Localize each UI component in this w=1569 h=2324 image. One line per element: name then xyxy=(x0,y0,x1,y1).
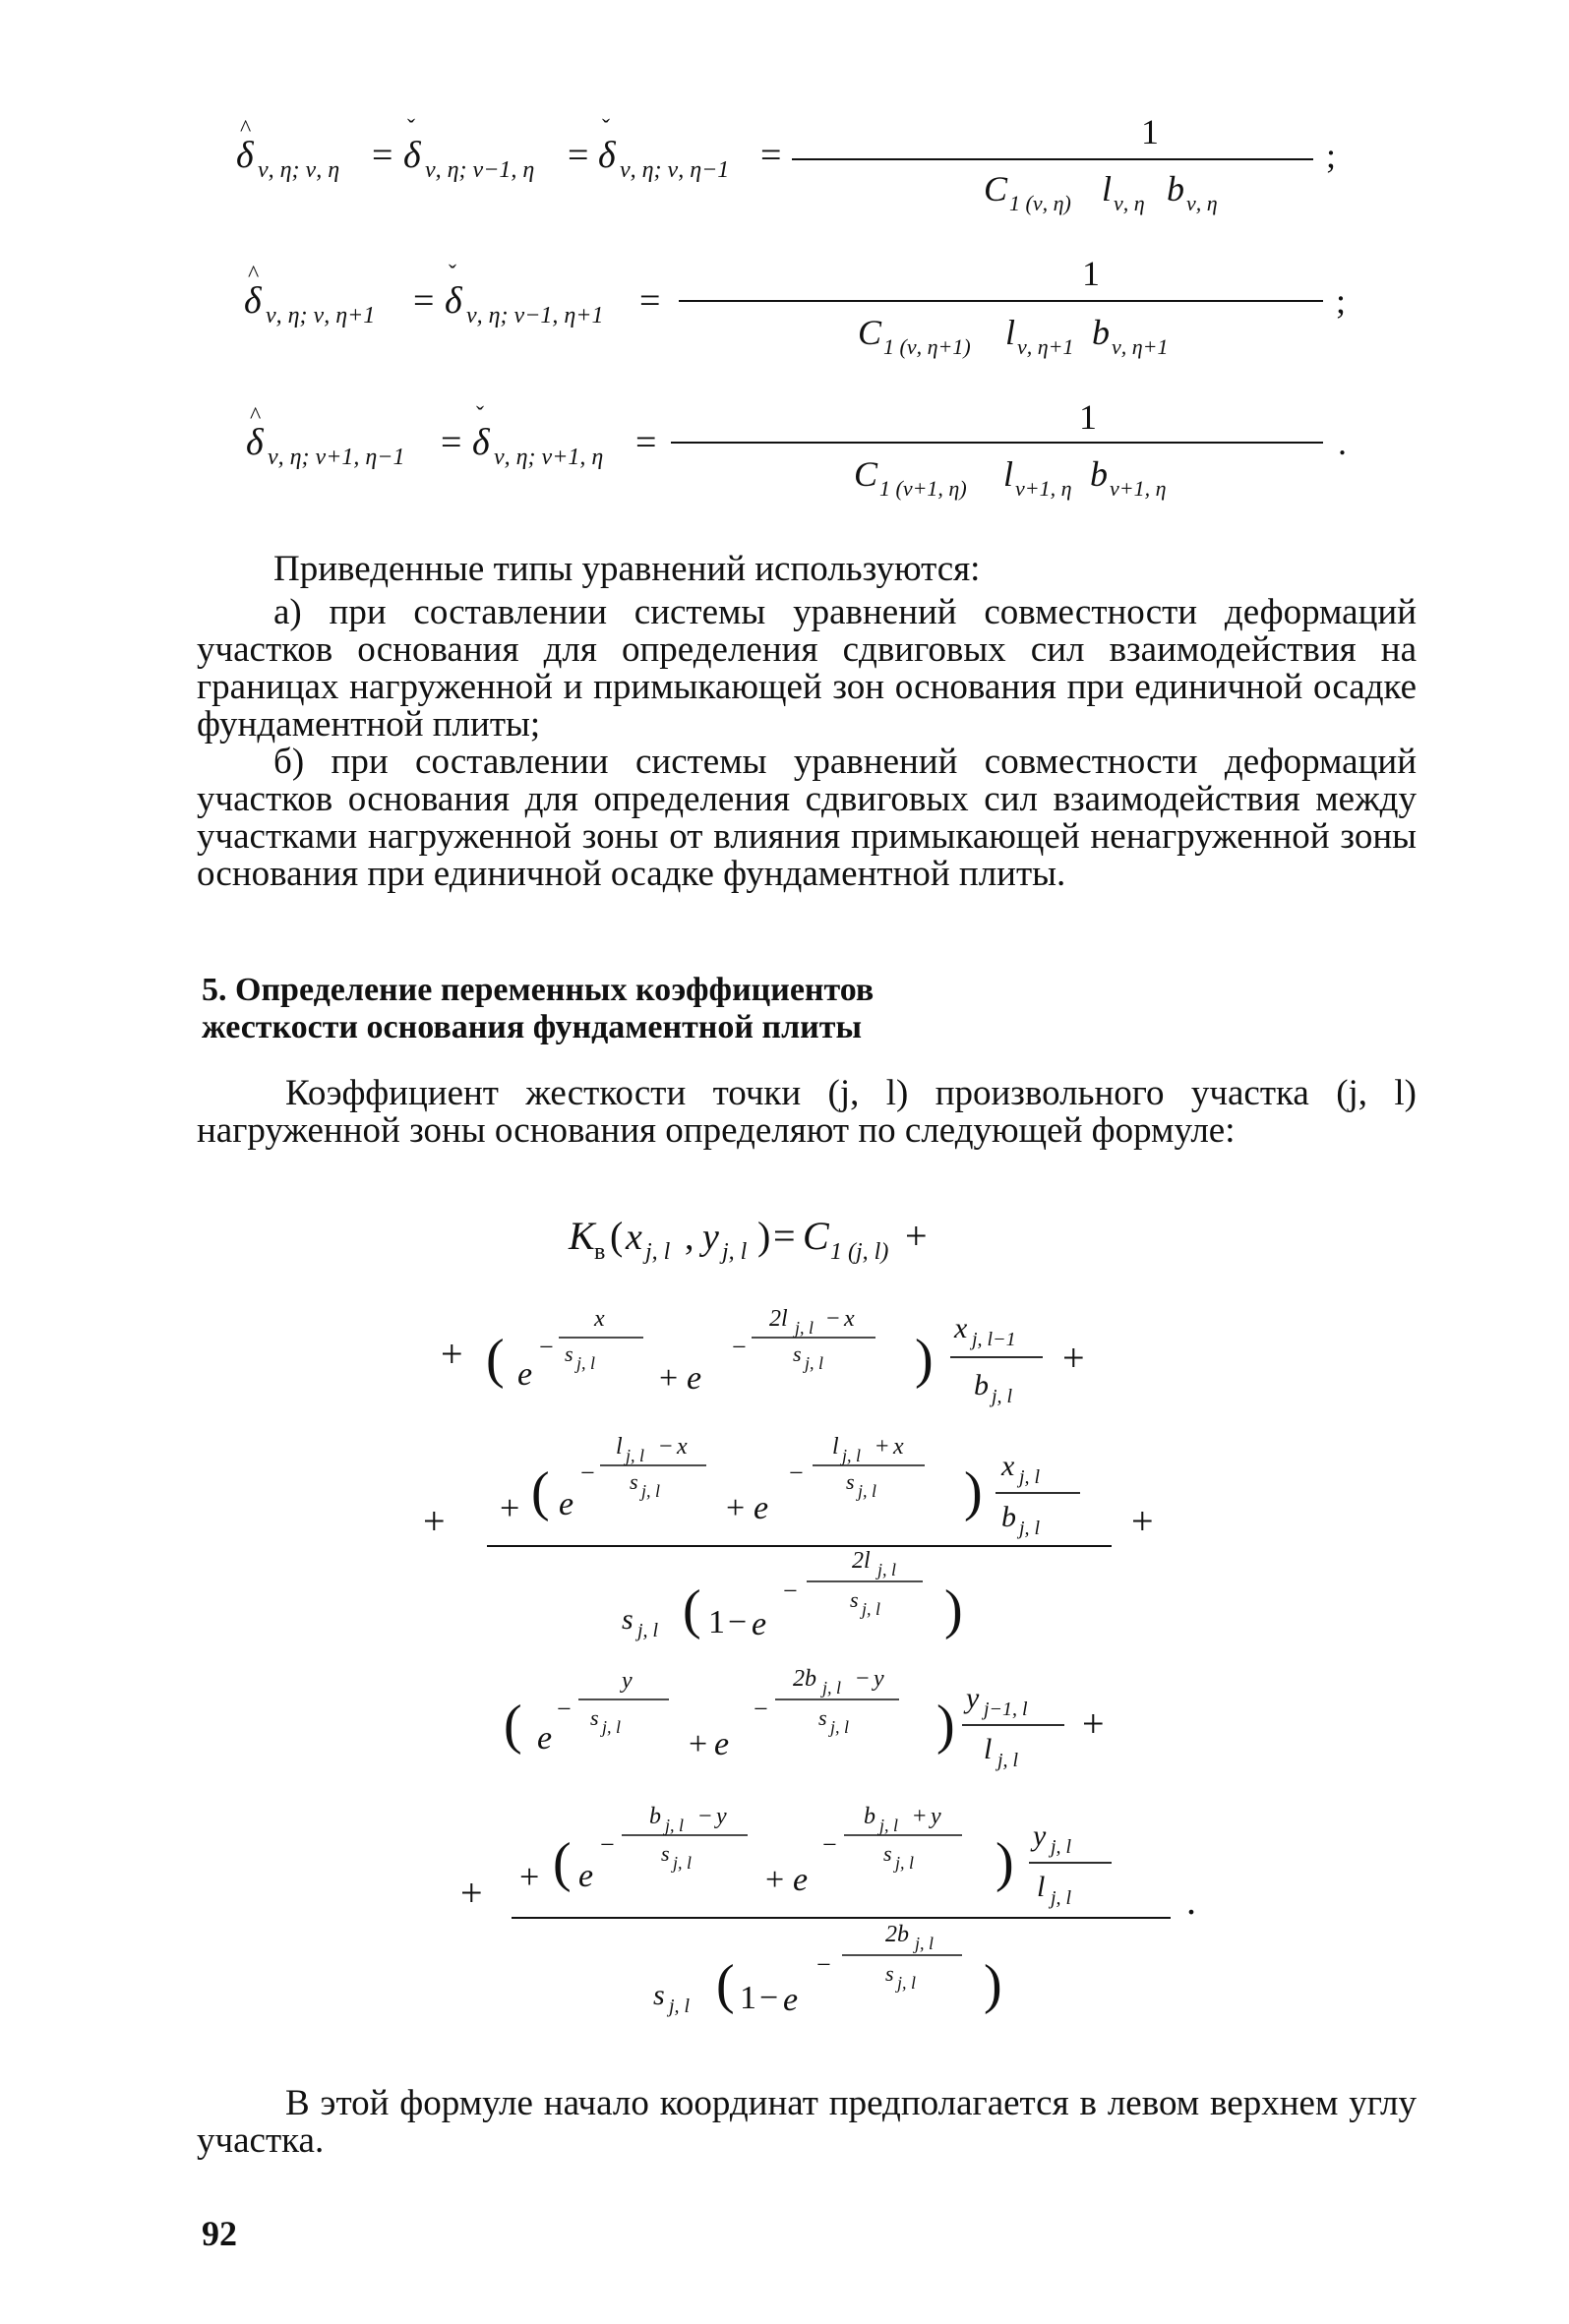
svg-text:): ) xyxy=(996,1832,1014,1893)
svg-text:b: b xyxy=(864,1804,875,1829)
formula-row-2 xyxy=(441,1306,1085,1407)
svg-text:x: x xyxy=(954,1312,968,1344)
section-title-line-1: 5. Определение переменных коэффициентов xyxy=(202,972,875,1008)
svg-text:+: + xyxy=(765,1862,785,1898)
svg-text:l: l xyxy=(1003,454,1014,494)
svg-text:−: − xyxy=(783,1577,798,1605)
svg-text:(: ( xyxy=(504,1695,522,1756)
svg-text:2b: 2b xyxy=(793,1666,816,1692)
svg-text:j, l−1: j, l−1 xyxy=(972,1329,1016,1350)
svg-text:ν, η+1: ν, η+1 xyxy=(1017,334,1074,359)
svg-text:s: s xyxy=(883,1841,892,1866)
svg-text:x: x xyxy=(1001,1450,1015,1482)
svg-text:в: в xyxy=(594,1239,606,1265)
svg-text:y: y xyxy=(716,1804,727,1829)
svg-text:e: e xyxy=(537,1720,553,1757)
svg-text:(: ( xyxy=(716,1954,735,2015)
svg-text:ν+1, η: ν+1, η xyxy=(1015,476,1072,501)
equation-1 xyxy=(236,112,1336,215)
svg-text:ν, η; ν−1, η: ν, η; ν−1, η xyxy=(425,157,535,183)
svg-text:C: C xyxy=(858,313,882,352)
intro-lead: Приведенные типы уравнений используются: xyxy=(273,549,981,589)
svg-text:j, l: j, l xyxy=(997,1750,1019,1771)
svg-text:j, l: j, l xyxy=(1051,1836,1072,1858)
svg-text:e: e xyxy=(559,1486,574,1522)
svg-text:ˇ: ˇ xyxy=(476,403,484,429)
svg-text:e: e xyxy=(793,1862,809,1898)
svg-text:b: b xyxy=(1090,454,1108,494)
svg-text:ˇ: ˇ xyxy=(602,116,610,142)
svg-text:j, l: j, l xyxy=(673,1853,693,1873)
svg-text:=: = xyxy=(639,280,661,322)
svg-text:K: K xyxy=(569,1214,595,1258)
svg-text:δ: δ xyxy=(246,422,264,463)
svg-text:+: + xyxy=(659,1360,679,1397)
svg-text:+: + xyxy=(1082,1701,1105,1746)
svg-text:e: e xyxy=(752,1606,767,1642)
svg-text:j, l: j, l xyxy=(722,1239,748,1265)
svg-text:,: , xyxy=(685,1217,694,1258)
svg-text:s: s xyxy=(885,1961,894,1986)
svg-text:+: + xyxy=(441,1332,463,1376)
svg-text:j, l: j, l xyxy=(895,1853,915,1873)
equation-2 xyxy=(244,254,1346,359)
svg-text:+: + xyxy=(689,1726,708,1762)
svg-text:^: ^ xyxy=(250,403,262,429)
svg-text:.: . xyxy=(1338,423,1347,462)
svg-text:j, l: j, l xyxy=(992,1386,1013,1407)
svg-text:ν, η: ν, η xyxy=(1186,191,1218,215)
svg-text:;: ; xyxy=(1326,136,1337,175)
svg-text:+: + xyxy=(500,1488,520,1527)
svg-text:j, l: j, l xyxy=(877,1560,897,1579)
svg-text:x: x xyxy=(677,1434,688,1460)
svg-text:=: = xyxy=(568,135,589,176)
svg-text:l: l xyxy=(1005,313,1016,352)
svg-text:j, l: j, l xyxy=(879,1816,899,1835)
svg-text:;: ; xyxy=(1336,281,1347,321)
svg-text:δ: δ xyxy=(403,135,421,176)
formula-row-5 xyxy=(460,1804,1196,2018)
svg-text:−: − xyxy=(600,1830,615,1859)
svg-text:e: e xyxy=(714,1726,730,1762)
svg-text:j, l: j, l xyxy=(842,1446,862,1465)
svg-text:^: ^ xyxy=(248,262,260,287)
svg-text:+: + xyxy=(726,1490,746,1526)
svg-text:j, l: j, l xyxy=(805,1353,824,1373)
svg-text:=: = xyxy=(372,135,393,176)
svg-text:e: e xyxy=(517,1356,533,1393)
svg-text:): ) xyxy=(984,1954,1002,2015)
svg-text:s: s xyxy=(850,1587,859,1612)
svg-text:l: l xyxy=(1102,169,1113,209)
svg-text:+: + xyxy=(423,1499,446,1543)
svg-text:y: y xyxy=(622,1668,633,1694)
main-formula xyxy=(0,1180,1569,2056)
svg-text:ν, η: ν, η xyxy=(1114,191,1145,215)
svg-text:y: y xyxy=(931,1804,941,1829)
svg-text:C: C xyxy=(854,454,878,494)
svg-text:y: y xyxy=(874,1666,884,1692)
svg-text:(: ( xyxy=(683,1579,701,1640)
svg-text:): ) xyxy=(915,1329,934,1390)
coefficient-paragraph xyxy=(197,1075,1417,1150)
svg-text:ν, η; ν, η+1: ν, η; ν, η+1 xyxy=(266,303,376,328)
svg-text:s: s xyxy=(818,1705,827,1730)
svg-text:−: − xyxy=(659,1434,673,1460)
svg-text:s: s xyxy=(846,1469,855,1494)
svg-text:1 (ν, η): 1 (ν, η) xyxy=(1009,191,1071,215)
svg-text:ν, η; ν, η: ν, η; ν, η xyxy=(258,157,340,183)
svg-text:−: − xyxy=(816,1950,831,1979)
svg-text:): ) xyxy=(944,1579,963,1640)
svg-text:j, l: j, l xyxy=(862,1599,881,1619)
svg-text:δ: δ xyxy=(244,280,262,322)
svg-text:ν, η; ν−1, η+1: ν, η; ν−1, η+1 xyxy=(466,303,604,328)
outro-text: В этой формуле начало координат предполагается в левом верхнем углу участка. xyxy=(197,2083,1417,2161)
intro-item-b: б) при составлении системы уравнений совместности деформаций участков основания для определения сдвиговых сил взаимодействия между участками нагруженной зоны от влияния примыкающей ненагруженной зоны основания при единичной осадке фундаментной плиты. xyxy=(197,742,1417,894)
svg-text:x: x xyxy=(893,1434,904,1460)
svg-text:(: ( xyxy=(531,1461,550,1522)
svg-text:l: l xyxy=(832,1434,839,1460)
svg-text:j, l: j, l xyxy=(1019,1466,1041,1488)
svg-text:=: = xyxy=(773,1214,796,1258)
section-title xyxy=(202,972,1185,1046)
svg-text:1 (ν+1, η): 1 (ν+1, η) xyxy=(879,476,967,501)
svg-text:x: x xyxy=(844,1306,855,1332)
svg-text:): ) xyxy=(936,1695,955,1756)
svg-text:j, l: j, l xyxy=(822,1678,842,1698)
svg-text:j, l: j, l xyxy=(669,1996,691,2017)
svg-text:j, l: j, l xyxy=(576,1353,596,1373)
svg-text:j, l: j, l xyxy=(641,1481,661,1501)
svg-text:+: + xyxy=(1131,1499,1154,1543)
svg-text:1: 1 xyxy=(708,1604,725,1640)
svg-text:y: y xyxy=(1033,1819,1047,1852)
svg-text:C: C xyxy=(984,169,1008,209)
svg-text:+: + xyxy=(913,1804,927,1829)
svg-text:j, l: j, l xyxy=(665,1816,685,1835)
svg-text:j, l: j, l xyxy=(858,1481,877,1501)
svg-text:δ: δ xyxy=(472,422,490,463)
svg-text:1 (ν, η+1): 1 (ν, η+1) xyxy=(883,334,971,359)
svg-text:s: s xyxy=(793,1341,802,1366)
svg-text:+: + xyxy=(905,1214,928,1258)
intro-block xyxy=(197,551,1417,893)
svg-text:): ) xyxy=(964,1461,983,1522)
svg-text:ˇ: ˇ xyxy=(407,116,415,142)
svg-text:δ: δ xyxy=(598,135,616,176)
svg-text:s: s xyxy=(622,1603,634,1636)
svg-text:s: s xyxy=(565,1341,573,1366)
svg-text:1: 1 xyxy=(1141,112,1159,151)
svg-text:y: y xyxy=(966,1682,980,1714)
svg-text:−: − xyxy=(580,1459,595,1487)
svg-text:+: + xyxy=(1062,1336,1085,1380)
svg-text:e: e xyxy=(687,1360,702,1397)
svg-text:j, l: j, l xyxy=(915,1934,935,1953)
top-equations xyxy=(0,0,1569,531)
svg-text:b: b xyxy=(1092,313,1110,352)
svg-text:j, l: j, l xyxy=(1051,1887,1072,1909)
svg-text:−: − xyxy=(539,1333,554,1361)
svg-text:C: C xyxy=(803,1214,829,1258)
svg-text:(: ( xyxy=(553,1832,572,1893)
svg-text:j, l: j, l xyxy=(1019,1518,1041,1539)
svg-text:1 (j, l): 1 (j, l) xyxy=(830,1239,889,1265)
svg-text:−: − xyxy=(759,1980,779,2016)
svg-text:ν+1, η: ν+1, η xyxy=(1110,476,1167,501)
svg-text:l: l xyxy=(616,1434,623,1460)
formula-lhs xyxy=(568,1214,928,1265)
svg-text:−: − xyxy=(826,1306,840,1332)
svg-text:e: e xyxy=(783,1982,799,2018)
section-title-line-2: жесткости основания фундаментной плиты xyxy=(202,1009,862,1045)
svg-text:−: − xyxy=(728,1604,748,1640)
svg-text:1: 1 xyxy=(1082,254,1100,293)
svg-text:=: = xyxy=(760,135,782,176)
svg-text:(: ( xyxy=(486,1329,505,1390)
svg-text:b: b xyxy=(649,1804,661,1829)
svg-text:=: = xyxy=(635,422,657,463)
svg-text:): ) xyxy=(757,1214,771,1258)
svg-text:j−1, l: j−1, l xyxy=(984,1698,1028,1720)
svg-text:−: − xyxy=(557,1695,572,1723)
svg-text:j, l: j, l xyxy=(830,1717,850,1737)
svg-text:y: y xyxy=(702,1217,719,1258)
svg-text:=: = xyxy=(413,280,435,322)
svg-text:ν, η; ν+1, η−1: ν, η; ν+1, η−1 xyxy=(268,445,405,470)
svg-text:b: b xyxy=(974,1369,989,1401)
svg-text:j, l: j, l xyxy=(795,1318,815,1338)
svg-text:l: l xyxy=(1037,1871,1046,1903)
outro-paragraph xyxy=(197,2085,1417,2160)
svg-text:e: e xyxy=(754,1490,769,1526)
svg-text:−: − xyxy=(698,1804,712,1829)
equation-3 xyxy=(246,397,1347,501)
svg-text:−: − xyxy=(856,1666,870,1692)
svg-text:2b: 2b xyxy=(885,1922,909,1947)
svg-text:^: ^ xyxy=(240,116,252,142)
svg-text:x: x xyxy=(626,1217,642,1258)
svg-text:.: . xyxy=(1186,1878,1196,1923)
svg-text:ν, η; ν, η−1: ν, η; ν, η−1 xyxy=(620,157,730,183)
svg-text:−: − xyxy=(789,1459,804,1487)
svg-text:x: x xyxy=(594,1306,605,1332)
svg-text:−: − xyxy=(754,1695,768,1723)
svg-text:−: − xyxy=(732,1333,747,1361)
svg-text:j, l: j, l xyxy=(626,1446,645,1465)
svg-text:s: s xyxy=(653,1979,665,2011)
svg-text:δ: δ xyxy=(445,280,462,322)
svg-text:1: 1 xyxy=(1079,397,1097,437)
formula-row-4 xyxy=(504,1666,1105,1771)
svg-text:j, l: j, l xyxy=(897,1973,917,1993)
svg-text:+: + xyxy=(875,1434,889,1460)
svg-text:s: s xyxy=(661,1841,670,1866)
svg-text:l: l xyxy=(984,1733,993,1765)
svg-text:=: = xyxy=(441,422,462,463)
svg-text:+: + xyxy=(519,1857,540,1896)
svg-text:(: ( xyxy=(610,1214,624,1258)
svg-text:b: b xyxy=(1167,169,1184,209)
svg-text:s: s xyxy=(630,1469,638,1494)
coefficient-text: Коэффициент жесткости точки (j, l) произвольного участка (j, l) нагруженной зоны основания определяют по следующей формуле: xyxy=(197,1073,1417,1151)
svg-text:ν, η; ν+1, η: ν, η; ν+1, η xyxy=(494,445,604,470)
svg-text:ˇ: ˇ xyxy=(449,262,456,287)
formula-row-3 xyxy=(423,1434,1154,1642)
svg-text:j, l: j, l xyxy=(645,1239,671,1265)
intro-item-a: а) при составлении системы уравнений совместности деформаций участков основания для определения сдвиговых сил взаимодействия на границах нагруженной и примыкающей зон основания при единичной осадке фундаментной плиты; xyxy=(197,592,1417,745)
svg-text:ν, η+1: ν, η+1 xyxy=(1112,334,1169,359)
svg-text:e: e xyxy=(578,1858,594,1894)
page-number: 92 xyxy=(202,2214,237,2253)
svg-text:2l: 2l xyxy=(852,1548,871,1574)
svg-text:b: b xyxy=(1001,1501,1016,1533)
svg-text:−: − xyxy=(822,1830,837,1859)
svg-text:+: + xyxy=(460,1871,483,1915)
svg-text:2l: 2l xyxy=(769,1306,788,1332)
svg-text:δ: δ xyxy=(236,135,254,176)
svg-text:j, l: j, l xyxy=(637,1620,659,1641)
svg-text:j, l: j, l xyxy=(602,1717,622,1737)
svg-text:1: 1 xyxy=(740,1980,756,2016)
svg-text:s: s xyxy=(590,1705,599,1730)
